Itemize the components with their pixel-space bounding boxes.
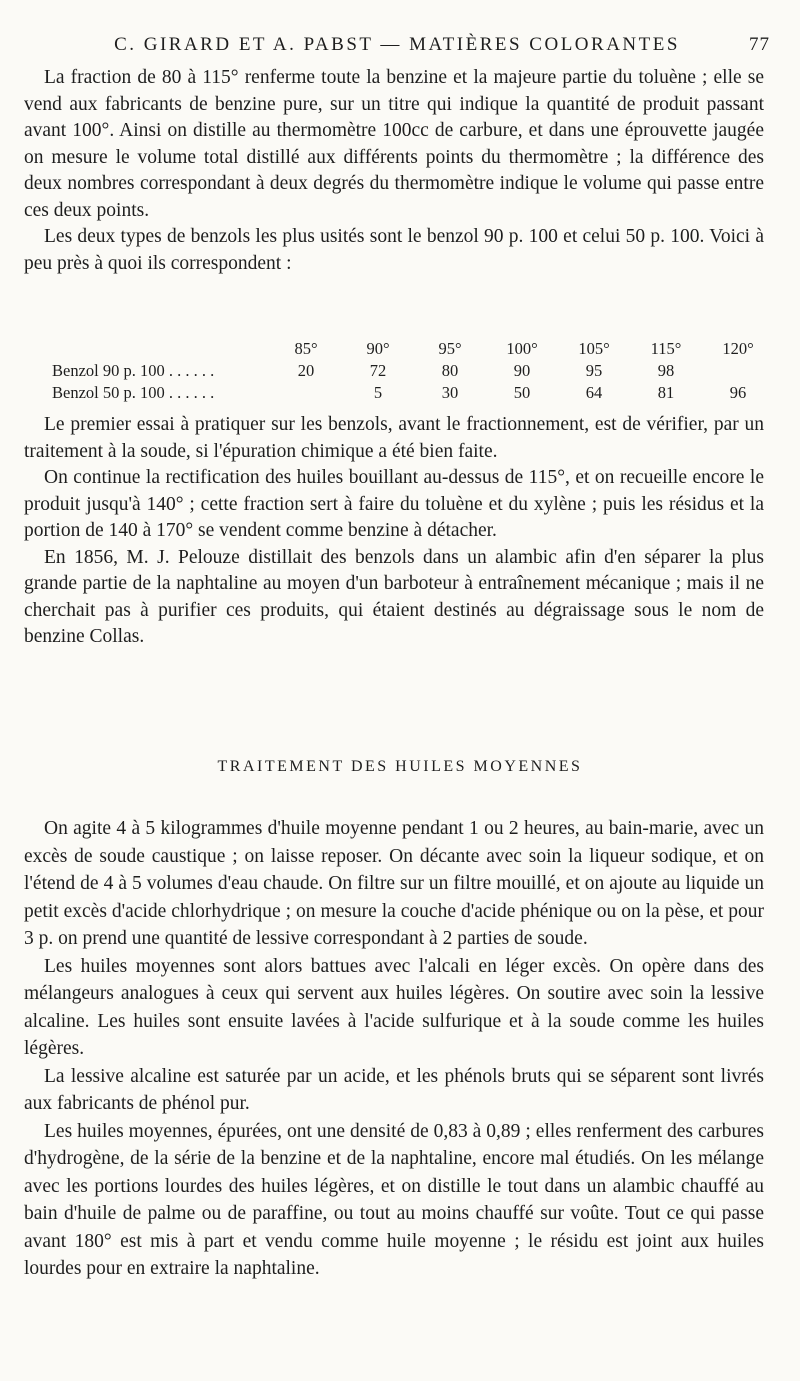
text-block-top [24, 65, 764, 277]
table-cell: 20 [297, 361, 315, 380]
temperature-header: 105° [578, 339, 610, 358]
temperature-header: 100° [506, 339, 538, 358]
page-number: 77 [749, 34, 770, 55]
table-cell: 98 [657, 361, 675, 380]
table-cell: 95 [585, 361, 603, 380]
benzol-distillation-table [52, 338, 774, 404]
row-label: Benzol 50 p. 100 . . . . . . [52, 383, 215, 402]
text-block-bottom [24, 815, 764, 1283]
paragraph: Les deux types de benzols les plus usités sont le benzol 90 p. 100 et celui 50 p. 100. Voici à peu près à quoi ils correspondent : [24, 226, 764, 274]
paragraph: On agite 4 à 5 kilogrammes d'huile moyenne pendant 1 ou 2 heures, au bain-marie, avec un excès de soude caustique ; on laisse reposer. On décante avec soin la liqueur sodique, et on l'étend de 4 à 5 volumes d'eau chaude. On filtre sur un filtre mouillé, et on ajoute au liquide un petit excès d'acide chlorhydrique ; on mesure la couche d'acide phénique ou on la pèse, et pour 3 p. on prend une quantité de lessive correspondant à 2 parties de soude. [24, 818, 764, 949]
section-title: TRAITEMENT DES HUILES MOYENNES [217, 758, 583, 775]
table-cell: 5 [373, 383, 383, 402]
table-header-row [52, 338, 774, 360]
table-cell [702, 360, 774, 382]
paragraph: Les huiles moyennes sont alors battues avec l'alcali en léger excès. On opère dans des mélangeurs analogues à ceux qui servent aux huiles légères. On soutire avec soin la lessive alcaline. Les huiles sont ensuite lavées à l'acide sulfurique et à la soude comme les huiles légères. [24, 955, 764, 1059]
running-header [24, 34, 770, 58]
table-row [52, 382, 774, 404]
paragraph: On continue la rectification des huiles bouillant au-dessus de 115°, et on recueille encore le produit jusqu'à 140° ; cette fraction sert à faire du toluène et du xylène ; puis les résidus et la portion de 140 à 170° se vendent comme benzine à détacher. [24, 467, 764, 541]
temperature-header: 120° [722, 339, 754, 358]
table-cell: 64 [585, 383, 603, 402]
temperature-header: 95° [438, 339, 462, 358]
paragraph: La fraction de 80 à 115° renferme toute la benzine et la majeure partie du toluène ; elle se vend aux fabricants de benzine pure, sur un titre qui indique la quantité de produit passant avant 100°. Ainsi on distille au thermomètre 100cc de carbure, et dans une éprouvette jaugée on mesure le volume total distillé aux différents points du thermomètre ; la différence des deux nombres correspondant à deux degrés du thermomètre indique le volume qui passe entre ces deux points. [24, 67, 764, 221]
table-cell: 50 [513, 383, 531, 402]
paragraph: La lessive alcaline est saturée par un acide, et les phénols bruts qui se séparent sont livrés aux fabricants de phénol pur. [24, 1065, 764, 1114]
temperature-header: 115° [650, 339, 682, 358]
table-cell: 90 [513, 361, 531, 380]
table-cell: 72 [369, 361, 387, 380]
table-cell: 80 [441, 361, 459, 380]
paragraph: Le premier essai à pratiquer sur les benzols, avant le fractionnement, est de vérifier, par un traitement à la soude, si l'épuration chimique a été bien faite. [24, 414, 764, 462]
temperature-header: 90° [366, 339, 390, 358]
paragraph: Les huiles moyennes, épurées, ont une densité de 0,83 à 0,89 ; elles renferment des carbures d'hydrogène, de la série de la benzine et de la naphtaline, encore mal étudiés. On les mélange avec les portions lourdes des huiles légères, et on distille le tout dans un alambic chauffé au bain d'huile de palme ou de paraffine, ou tout au moins chauffé sur voûte. Tout ce qui passe avant 180° est mis à part et vendu comme huile moyenne ; le résidu est joint aux huiles lourdes pour en extraire la naphtaline. [24, 1120, 764, 1279]
table-cell: 81 [657, 383, 675, 402]
table-cell: 96 [729, 383, 747, 402]
running-title: C. GIRARD ET A. PABST — MATIÈRES COLORANTES [114, 34, 680, 55]
table-cell [270, 382, 342, 404]
table-cell: 30 [441, 383, 459, 402]
table-row [52, 360, 774, 382]
text-block-middle [24, 412, 764, 651]
paragraph: En 1856, M. J. Pelouze distillait des benzols dans un alambic afin d'en séparer la plus grande partie de la naphtaline au moyen d'un barboteur à entraînement mécanique ; mais il ne cherchait pas à purifier ces produits, qui étaient destinés au dégraissage sous le nom de benzine Collas. [24, 546, 764, 647]
row-label: Benzol 90 p. 100 . . . . . . [52, 361, 215, 380]
temperature-header: 85° [294, 339, 318, 358]
